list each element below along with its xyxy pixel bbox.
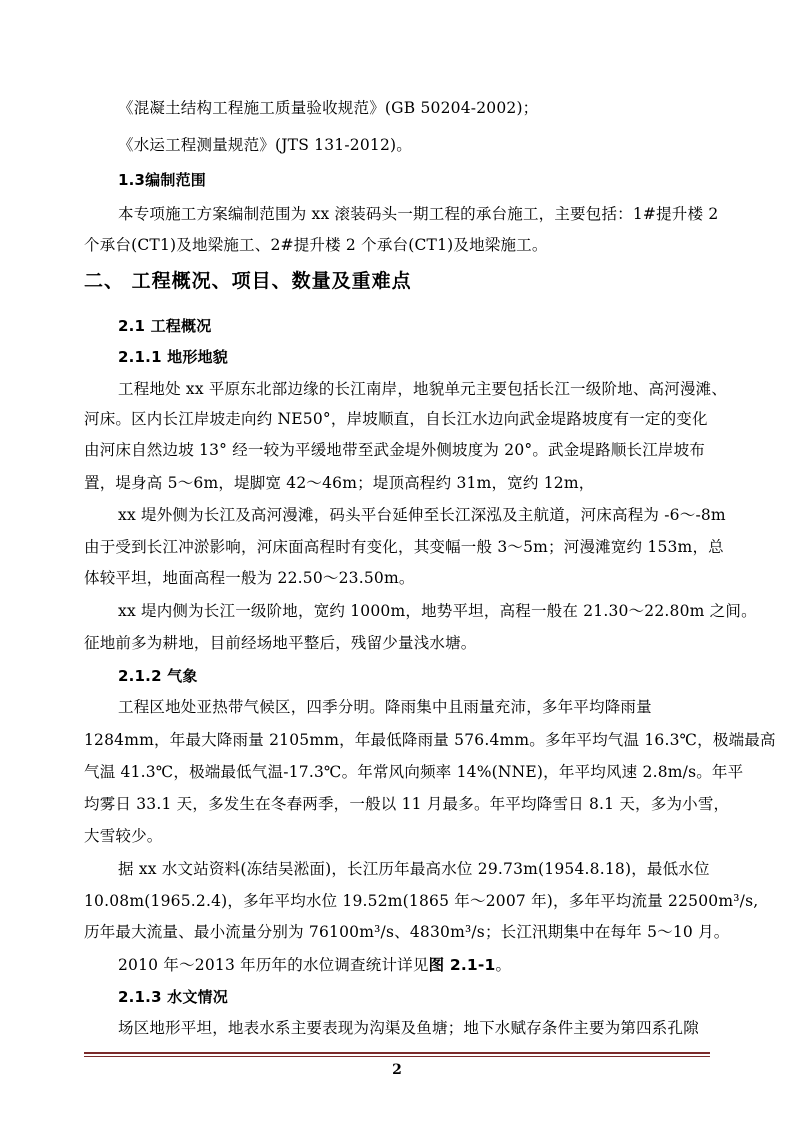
subsection-heading: 2.1.3 水文情况	[118, 988, 228, 1006]
paragraph-line: 历年最大流量、最小流量分别为 76100m³/s、4830m³/s；长江汛期集中在每年 5～10 月。	[84, 923, 730, 941]
paragraph-text: 2010 年～2013 年历年的水位调查统计详见	[118, 956, 429, 974]
subsection-heading: 2.1.1 地形地貌	[118, 348, 228, 366]
paragraph-line: 场区地形平坦，地表水系主要表现为沟渠及鱼塘；地下水赋存条件主要为第四系孔隙	[118, 1019, 699, 1037]
paragraph-line: xx 堤内侧为长江一级阶地，宽约 1000m，地势平坦，高程一般在 21.30～22.80m 之间。	[118, 602, 757, 620]
paragraph-line: 个承台(CT1)及地梁施工、2#提升楼 2 个承台(CT1)及地梁施工。	[84, 236, 548, 254]
paragraph-line: 工程区地处亚热带气候区，四季分明。降雨集中且雨量充沛，多年平均降雨量	[118, 698, 652, 716]
paragraph-line: xx 堤外侧为长江及高河漫滩，码头平台延伸至长江深泓及主航道，河床高程为 -6～-8m	[118, 506, 726, 524]
paragraph-line: 体较平坦，地面高程一般为 22.50～23.50m。	[84, 569, 415, 587]
paragraph-line: 10.08m(1965.2.4)，多年平均水位 19.52m(1865 年～2007 年)，多年平均流量 22500m³/s,	[84, 892, 759, 910]
section-heading: 1.3编制范围	[118, 171, 206, 189]
paragraph-line: 大雪较少。	[84, 827, 163, 845]
page-number: 2	[392, 1062, 402, 1078]
paragraph-line: 1284mm，年最大降雨量 2105mm，年最低降雨量 576.4mm。多年平均气温 16.3℃，极端最高	[84, 731, 776, 749]
paragraph-line	[118, 952, 710, 978]
reference-line: 《混凝土结构工程施工质量验收规范》(GB 50204-2002)；	[118, 99, 539, 117]
paragraph-line: 本专项施工方案编制范围为 xx 滚装码头一期工程的承台施工，主要包括：1#提升楼 2	[118, 205, 719, 223]
paragraph-line: 征地前多为耕地，目前经场地平整后，残留少量浅水塘。	[84, 634, 477, 652]
paragraph-line: 河床。区内长江岸坡走向约 NE50°，岸坡顺直，自长江水边向武金堤路坡度有一定的变化	[84, 410, 708, 428]
chapter-heading: 二、 工程概况、项目、数量及重难点	[84, 270, 412, 292]
paragraph-line: 由河床自然边坡 13° 经一较为平缓地带至武金堤外侧坡度为 20°。武金堤路顺长江岸坡布	[84, 441, 706, 459]
reference-line: 《水运工程测量规范》(JTS 131-2012)。	[118, 136, 412, 154]
footer-rule-thick	[84, 1052, 710, 1054]
footer-rule-thin	[84, 1056, 710, 1057]
subsection-heading: 2.1.2 气象	[118, 667, 198, 685]
paragraph-line: 置，堤身高 5～6m，堤脚宽 42～46m；堤顶高程约 31m，宽约 12m，	[84, 474, 595, 492]
paragraph-line: 由于受到长江冲淤影响，河床面高程时有变化，其变幅一般 3～5m；河漫滩宽约 153m，总	[84, 538, 724, 556]
figure-reference: 图 2.1-1	[428, 956, 496, 974]
paragraph-line: 据 xx 水文站资料(冻结吴淞面)，长江历年最高水位 29.73m(1954.8.18)，最低水位	[118, 860, 710, 878]
paragraph-line: 工程地处 xx 平原东北部边缘的长江南岸，地貌单元主要包括长江一级阶地、高河漫滩、	[118, 380, 728, 398]
paragraph-text: 。	[495, 956, 512, 974]
paragraph-line: 均雾日 33.1 天，多发生在冬春两季，一般以 11 月最多。年平均降雪日 8.1 天，多为小雪，	[84, 795, 730, 813]
section-heading: 2.1 工程概况	[118, 317, 212, 335]
paragraph-line: 气温 41.3℃，极端最低气温-17.3℃。年常风向频率 14%(NNE)，年平均风速 2.8m/s。年平	[84, 763, 744, 781]
